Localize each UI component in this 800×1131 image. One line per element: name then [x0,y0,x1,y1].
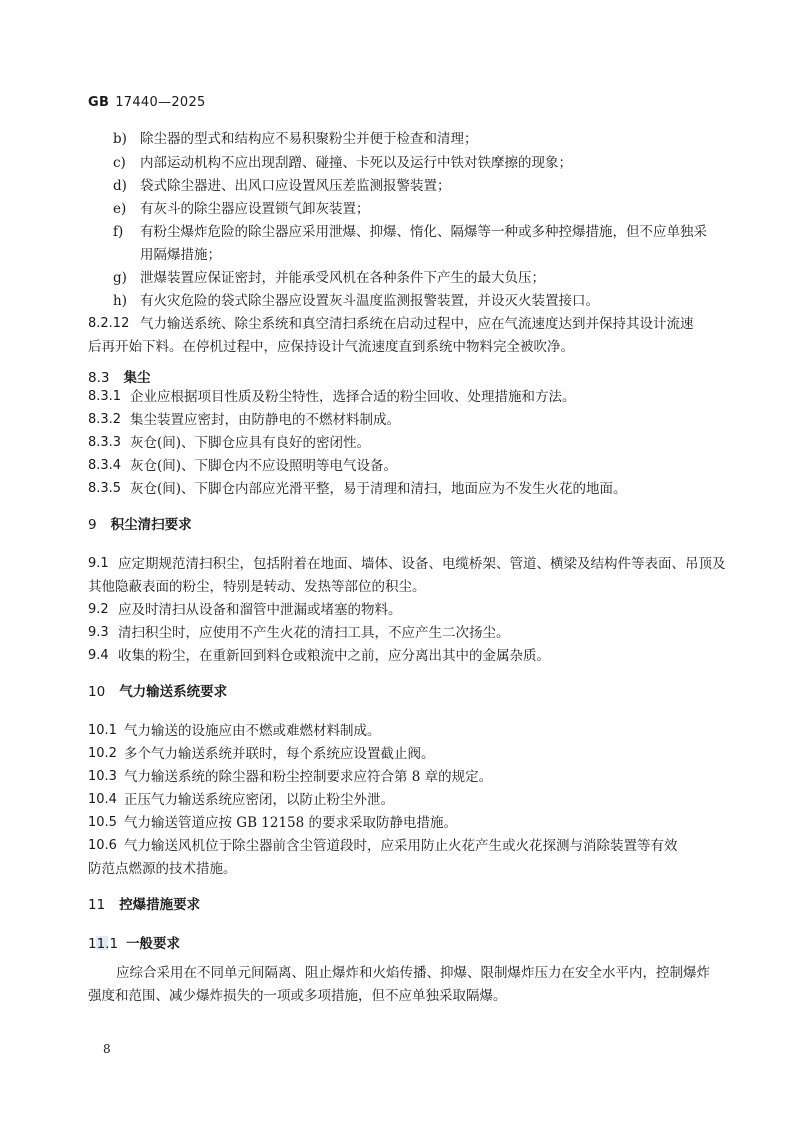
list-item-text-continued: 用隔爆措施； [140,247,221,263]
clause-text-continued: 防范点燃源的技术措施。 [88,861,237,877]
list-item-mark: g) [113,270,127,286]
clause-text: 气力输送的设施应由不燃或难燃材料制成。 [124,723,381,739]
clause-text: 灰仓(间)、下脚仓内部应光滑平整，易于清理和清扫，地面应为不发生火花的地面。 [130,481,627,497]
section-number: 10 [88,684,106,700]
section-title: 气力输送系统要求 [119,684,228,700]
clause-number: 10.6 [88,838,117,853]
list-item-text: 袋式除尘器进、出风口应设置风压差监测报警装置； [140,178,451,194]
clause-text-continued: 其他隐蔽表面的粉尘，特别是转动、发热等部位的积尘。 [88,579,426,595]
clause-text: 多个气力输送系统并联时，每个系统应设置截止阀。 [124,746,435,762]
clause-text: 收集的粉尘，在重新回到料仓或粮流中之前，应分离出其中的金属杂质。 [118,648,550,664]
clause-number: 10.3 [88,769,117,784]
standard-code: GB [88,95,110,110]
subsection-number: 11.1 [88,936,119,952]
list-item-mark: b) [113,131,127,147]
list-item-mark: d) [113,178,127,194]
clause-text-continued: 后再开始下料。在停机过程中，应保持设计气流速度直到系统中物料完全被吹净。 [88,339,574,355]
list-item-mark: f) [113,224,124,240]
clause-number: 8.3.4 [88,458,122,473]
clause-text: 应及时清扫从设备和溜管中泄漏或堵塞的物料。 [118,602,402,618]
list-item-text: 有灰斗的除尘器应设置锁气卸灰装置； [140,201,370,217]
clause-text: 灰仓(间)、下脚仓内不应设照明等电气设备。 [130,458,398,474]
clause-text: 清扫积尘时，应使用不产生火花的清扫工具，不应产生二次扬尘。 [118,625,510,641]
section-number: 9 [88,517,97,533]
clause-number: 8.3.5 [88,481,122,496]
clause-text: 气力输送系统、除尘系统和真空清扫系统在启动过程中，应在气流速度达到并保持其设计流速 [140,316,694,332]
section-number: 8.3 [88,370,110,386]
clause-number: 9.4 [88,648,109,663]
clause-text: 气力输送风机位于除尘器前含尘管道段时，应采用防止火花产生或火花探测与消除装置等有效 [124,838,678,854]
section-heading [88,895,200,915]
clause-number: 9.2 [88,602,109,617]
list-item-text: 泄爆装置应保证密封，并能承受风机在各种条件下产生的最大负压； [140,270,545,286]
list-item-text: 有粉尘爆炸危险的除尘器应采用泄爆、抑爆、惰化、隔爆等一种或多种控爆措施，但不应单独采 [140,224,707,240]
list-item-text: 除尘器的型式和结构应不易积聚粉尘并便于检查和清理； [140,131,478,147]
paragraph-text: 应综合采用在不同单元间隔离、阻止爆炸和火焰传播、抑爆、限制爆炸压力在安全水平内，控制爆炸 [116,965,710,981]
clause-number: 10.4 [88,792,117,807]
list-item-mark: c) [113,155,126,171]
subsection-title: 一般要求 [126,936,181,952]
standard-header [88,95,206,110]
section-heading [88,682,227,702]
section-heading [88,368,150,388]
section-number: 11 [88,897,106,913]
paragraph-text-continued: 强度和范围、减少爆炸损失的一项或多项措施，但不应单独采取隔爆。 [88,988,507,1004]
clause-text: 集尘装置应密封，由防静电的不燃材料制成。 [130,412,400,428]
clause-number: 9.1 [88,556,109,571]
section-title: 控爆措施要求 [119,897,201,913]
clause-number: 10.5 [88,815,117,830]
section-heading [88,515,192,535]
clause-number: 10.1 [88,723,117,738]
clause-text: 正压气力输送系统应密闭，以防止粉尘外泄。 [124,792,394,808]
page-number: 8 [103,1042,111,1056]
standard-number: 17440—2025 [115,95,206,110]
list-item-mark: h) [113,293,127,309]
clause-text: 气力输送系统的除尘器和粉尘控制要求应符合第 8 章的规定。 [124,769,493,785]
clause-number: 8.3.1 [88,389,122,404]
clause-text: 气力输送管道应按 GB 12158 的要求采取防静电措施。 [124,815,458,831]
list-item-text: 内部运动机构不应出现刮蹭、碰撞、卡死以及运行中铁对铁摩擦的现象； [140,155,572,171]
list-item-text: 有火灾危险的袋式除尘器应设置灰斗温度监测报警装置，并设灭火装置接口。 [140,293,599,309]
subsection-heading [88,934,180,954]
list-item-mark: e) [113,201,127,217]
clause-number: 10.2 [88,746,117,761]
clause-number: 8.3.2 [88,412,122,427]
clause-text: 灰仓(间)、下脚仓应具有良好的密闭性。 [130,435,371,451]
section-title: 集尘 [123,370,151,386]
clause-number: 8.2.12 [88,316,130,331]
clause-number: 8.3.3 [88,435,122,450]
clause-text: 企业应根据项目性质及粉尘特性，选择合适的粉尘回收、处理措施和方法。 [130,389,576,405]
section-title: 积尘清扫要求 [110,517,192,533]
clause-number: 9.3 [88,625,109,640]
clause-text: 应定期规范清扫积尘，包括附着在地面、墙体、设备、电缆桥架、管道、横梁及结构件等表面、吊顶及 [118,556,726,572]
